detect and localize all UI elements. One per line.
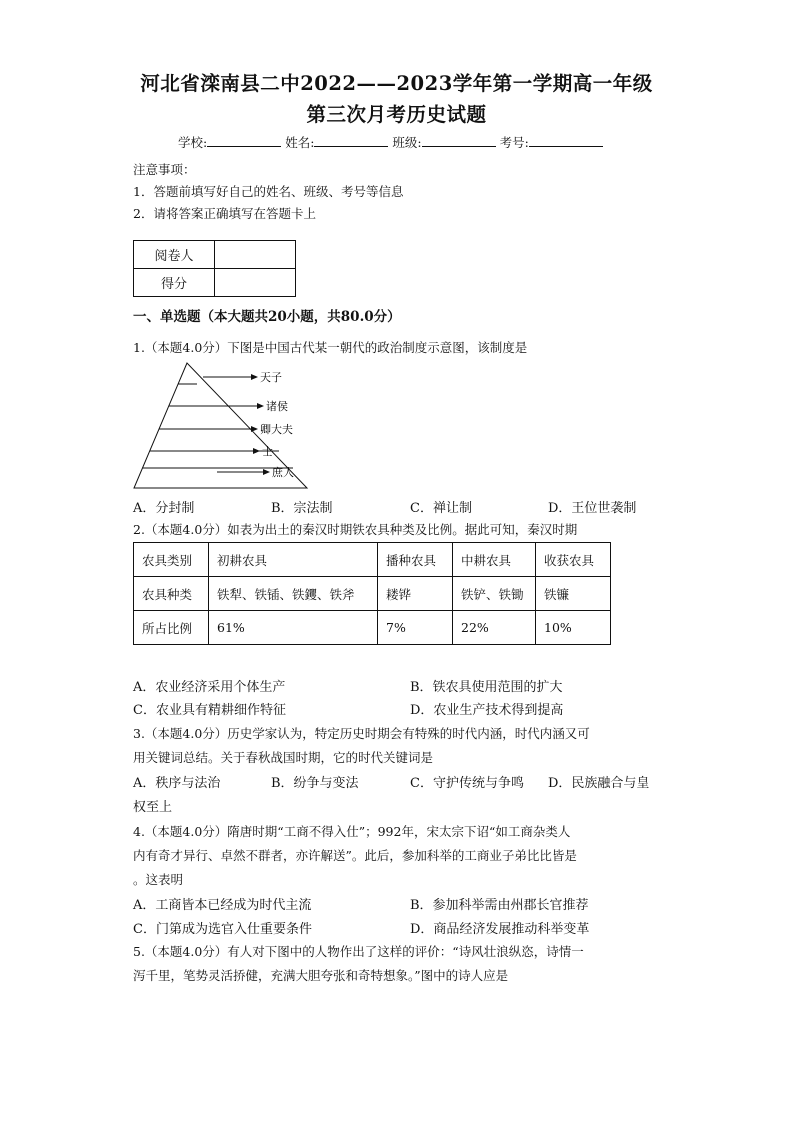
q4-stem-line3: 。这表明 [133,872,184,887]
table-cell: 农具种类 [134,577,209,611]
class-label: 班级: [392,135,422,150]
table-row [134,577,611,611]
table-cell: 铁镰 [536,577,611,611]
note-item-2: 2．请将答案正确填写在答题卡上 [133,206,316,221]
q1-stem: 1.（本题4.0分）下图是中国古代某一朝代的政治制度示意图，该制度是 [133,340,528,355]
level-label-zhuhou: 诸侯 [266,400,288,413]
note-item-1: 1．答题前填写好自己的姓名、班级、考号等信息 [133,184,404,199]
table-cell: 铁犁、铁锸、铁钁、铁斧 [209,577,378,611]
q3-option-b[interactable]: B．纷争与变法 [271,776,359,791]
table-cell: 所占比例 [134,611,209,645]
grader-cell[interactable] [215,241,296,269]
feudal-pyramid-diagram [133,362,313,490]
q4-option-b[interactable]: B．参加科举需由州郡长官推荐 [410,898,589,913]
notes-heading: 注意事项： [133,162,196,177]
level-label-shi: 士 [262,445,273,458]
q3-option-a[interactable]: A．秩序与法治 [133,776,221,791]
grader-label: 阅卷人 [134,241,215,269]
name-label: 姓名: [285,135,315,150]
q1-option-a[interactable]: A．分封制 [133,501,195,516]
q4-option-d[interactable]: D．商品经济发展推动科举变革 [410,922,590,937]
student-info-row [178,133,603,151]
table-row [134,543,611,577]
class-blank[interactable] [422,134,496,147]
name-blank[interactable] [314,134,388,147]
table-cell: 农具类别 [134,543,209,577]
table-cell: 中耕农具 [453,543,536,577]
table-cell: 铁铲、铁锄 [453,577,536,611]
grading-table [133,240,296,297]
level-label-qingdafu: 卿大夫 [260,423,293,436]
q2-option-d[interactable]: D．农业生产技术得到提高 [410,703,564,718]
table-cell: 收获农具 [536,543,611,577]
table-cell: 播种农具 [378,543,453,577]
q1-option-b[interactable]: B．宗法制 [271,501,333,516]
q4-stem-line2: 内有奇才异行、卓然不群者，亦许解送”。此后，参加科举的工商业子弟比比皆是 [133,848,577,863]
score-label: 得分 [134,269,215,297]
q2-stem: 2.（本题4.0分）如表为出土的秦汉时期铁农具种类及比例。据此可知，秦汉时期 [133,522,578,537]
q1-option-c[interactable]: C．禅让制 [410,501,472,516]
table-row [134,611,611,645]
exam-title-line1: 河北省滦南县二中2022——2023学年第一学期高一年级 [140,72,653,95]
q4-option-a[interactable]: A．工商皆本已经成为时代主流 [133,898,312,913]
q4-stem-line1: 4.（本题4.0分）隋唐时期“工商不得入仕”；992年，宋太宗下诏“如工商杂类人 [133,824,571,839]
farm-tools-table [133,542,611,645]
table-cell: 初耕农具 [209,543,378,577]
q5-stem-line2: 泻千里，笔势灵活挢健，充满大胆夸张和奇特想象。”图中的诗人应是 [133,968,509,983]
exam-title-line2: 第三次月考历史试题 [306,103,487,126]
school-blank[interactable] [207,134,281,147]
q2-option-b[interactable]: B．铁农具使用范围的扩大 [410,680,563,695]
table-cell: 61% [209,611,378,645]
level-label-shuren: 庶人 [272,466,294,479]
table-cell: 7% [378,611,453,645]
q2-option-a[interactable]: A．农业经济采用个体生产 [133,680,286,695]
score-cell[interactable] [215,269,296,297]
section-title: 一、单选题（本大题共20小题，共80.0分） [133,309,401,325]
q3-stem-line1: 3.（本题4.0分）历史学家认为，特定历史时期会有特殊的时代内涵，时代内涵又可 [133,726,590,741]
q3-stem-line2: 用关键词总结。关于春秋战国时期，它的时代关键词是 [133,750,434,765]
q5-stem-line1: 5.（本题4.0分）有人对下图中的人物作出了这样的评价：“诗风壮浪纵恣，诗情一 [133,944,584,959]
school-label: 学校: [178,135,208,150]
table-cell: 10% [536,611,611,645]
q2-option-c[interactable]: C．农业具有精耕细作特征 [133,703,286,718]
q3-option-c[interactable]: C．守护传统与争鸣 [410,776,524,791]
table-cell: 22% [453,611,536,645]
table-cell: 耧铧 [378,577,453,611]
exam-number-blank[interactable] [529,134,603,147]
level-label-tianzi: 天子 [260,371,282,384]
exam-number-label: 考号: [499,135,529,150]
q4-option-c[interactable]: C．门第成为选官入仕重要条件 [133,922,312,937]
q3-option-d-wrap[interactable]: 权至上 [133,800,173,815]
q3-option-d[interactable]: D．民族融合与皇 [548,776,650,791]
q1-option-d[interactable]: D．王位世袭制 [548,501,637,516]
